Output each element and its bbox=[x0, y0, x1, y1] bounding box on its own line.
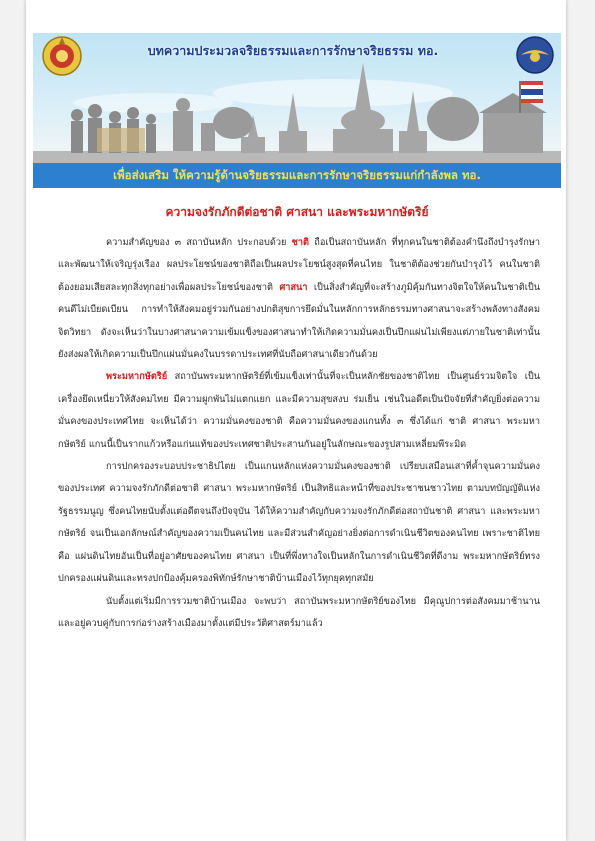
banner-subtitle: เพื่อส่งเสริม ให้ความรู้ด้านจริยธรรมและการรักษาจริยธรรมแก่กำลังพล ทอ. bbox=[33, 163, 561, 188]
rtaf-winged-emblem-icon bbox=[515, 35, 555, 75]
article-heading: ความจงรักภักดีต่อชาติ ศาสนา และพระมหากษัตริย์ bbox=[165, 205, 429, 219]
paragraph-1-intro: ความสำคัญของ ๓ สถาบันหลัก ประกอบด้วย bbox=[106, 237, 292, 248]
paragraph-2-body: สถาบันพระมหากษัตริย์ที่เข้มแข็งเท่านั้นที่จะเป็นหลักชัยของชาติไทย เป็นศูนย์รวมจิตใจ เป็นเครื่องยึดเหนี่ยวให้สังคมไทย มีความผูกพันไม่แตกแยก และมีความสุขสงบ ร่มเย็น เช่นในอดีตเป็นปัจจัยที่สำคัญยิ่งต่อความมั่นคงของประเทศไทย จะเห็นได้ว่า ความมั่นคงของชาติ คือความมั่นคงของแกนทั้ง ๓ ซึ่งได้แก่ ชาติ ศาสนา พระมหากษัตริย์ แกนนี้เป็นรากแก้วหรือแก่นแท้ของประเทศชาติประสานกันอยู่ในลักษณะของรูปสามเหลี่ยมพีระมิด bbox=[58, 371, 540, 450]
paragraph-3: การปกครองระบอบประชาธิปไตย เป็นแกนหลักแห่งความมั่นคงของชาติ เปรียบเสมือนเสาที่ค้ำจุนความมั่นคงของประเทศ ความจงรักภักดีต่อชาติ ศาสนา พระมหากษัตริย์ เป็นสิทธิและหน้าที่ของประชาชนชาวไทย ตามบทบัญญัติแห่งรัฐธรรมนูญ ซึ่งคนไทยนับตั้งแต่อดีตจนถึงปัจจุบัน ได้ให้ความสำคัญกับความจงรักภักดีต่อสถาบันชาติ ศาสนา และพระมหากษัตริย์ จนเป็นเอกลักษณ์สำคัญของความเป็นคนไทย และมีส่วนสำคัญอย่างยิ่งต่อการดำเนินชีวิตของคนไทย เพราะชาติไทย คือ แผ่นดินไทยอันเป็นที่อยู่อาศัยของคนไทย ศาสนา เป็นที่พึ่งทางใจเป็นหลักในการดำเนินชีวิตที่ดีงาม พระมหากษัตริย์ทรงปกครองแผ่นดินและทรงปกป้องคุ้มครองพิทักษ์รักษาชาติบ้านเมืองไว้ทุกยุคทุกสมัย bbox=[58, 461, 540, 585]
banner-title: บทความประมวลจริยธรรมและการรักษาจริยธรรม ทอ. bbox=[147, 43, 439, 58]
header-banner bbox=[33, 33, 561, 188]
paragraph-4: นับตั้งแต่เริ่มมีการรวมชาติบ้านเมือง จะพบว่า สถาบันพระมหากษัตริย์ของไทย มีคุณูปการต่อสังคมมาช้านาน และอยู่ควบคู่กับการก่อร่างสร้างเมืองมาตั้งแต่มีประวัติศาสตร์มาแล้ว bbox=[58, 595, 540, 629]
royal-thai-air-force-emblem-icon bbox=[41, 35, 83, 77]
paragraph-2 bbox=[58, 366, 540, 456]
keyword-nation: ชาติ bbox=[291, 237, 310, 248]
paragraph-1 bbox=[58, 232, 540, 366]
article-body bbox=[58, 232, 540, 635]
keyword-religion: ศาสนา bbox=[279, 281, 308, 293]
paragraph-1-body: ถือเป็นสถาบันหลัก ที่ทุกคนในชาติต้องคำนึงถึงบำรุงรักษาและพัฒนาให้เจริญรุ่งเรือง ผลประโยชน์ของชาติถือเป็นผลประโยชน์สูงสุดที่คนไทย ในชาติต้องช่วยกันบำรุงไว้ คนในชาติต้องยอมเสียสละทุกสิ่งทุกอย่างเพื่อผลประโยชน์ของชาติ bbox=[58, 237, 541, 293]
paragraph-1-body-2: เป็นสิ่งสำคัญที่จะสร้างภูมิคุ้มกันทางจิตใจให้คนในชาติเป็นคนดีไม่เบียดเบียน การทำให้สังคมอยู่ร่วมกันอย่างปกติสุขการยึดมั่นในหลักการหลักธรรมทางศาสนาจะสร้างพลังทางสังคมจิตวิทยา ดังจะเห็นว่าในบางศาสนาความเข้มแข็งของศาสนาทำให้เกิดความมั่นคงเป็นปึกแผ่นไม่เพียงแต่ภายในชาติเท่านั้น ยังส่งผลให้เกิดความเป็นปึกแผ่นมั่นคงในบรรดาประเทศที่นับถือศาสนาเดียวกันด้วย bbox=[58, 281, 540, 361]
keyword-monarchy: พระมหากษัตริย์ bbox=[106, 371, 168, 383]
